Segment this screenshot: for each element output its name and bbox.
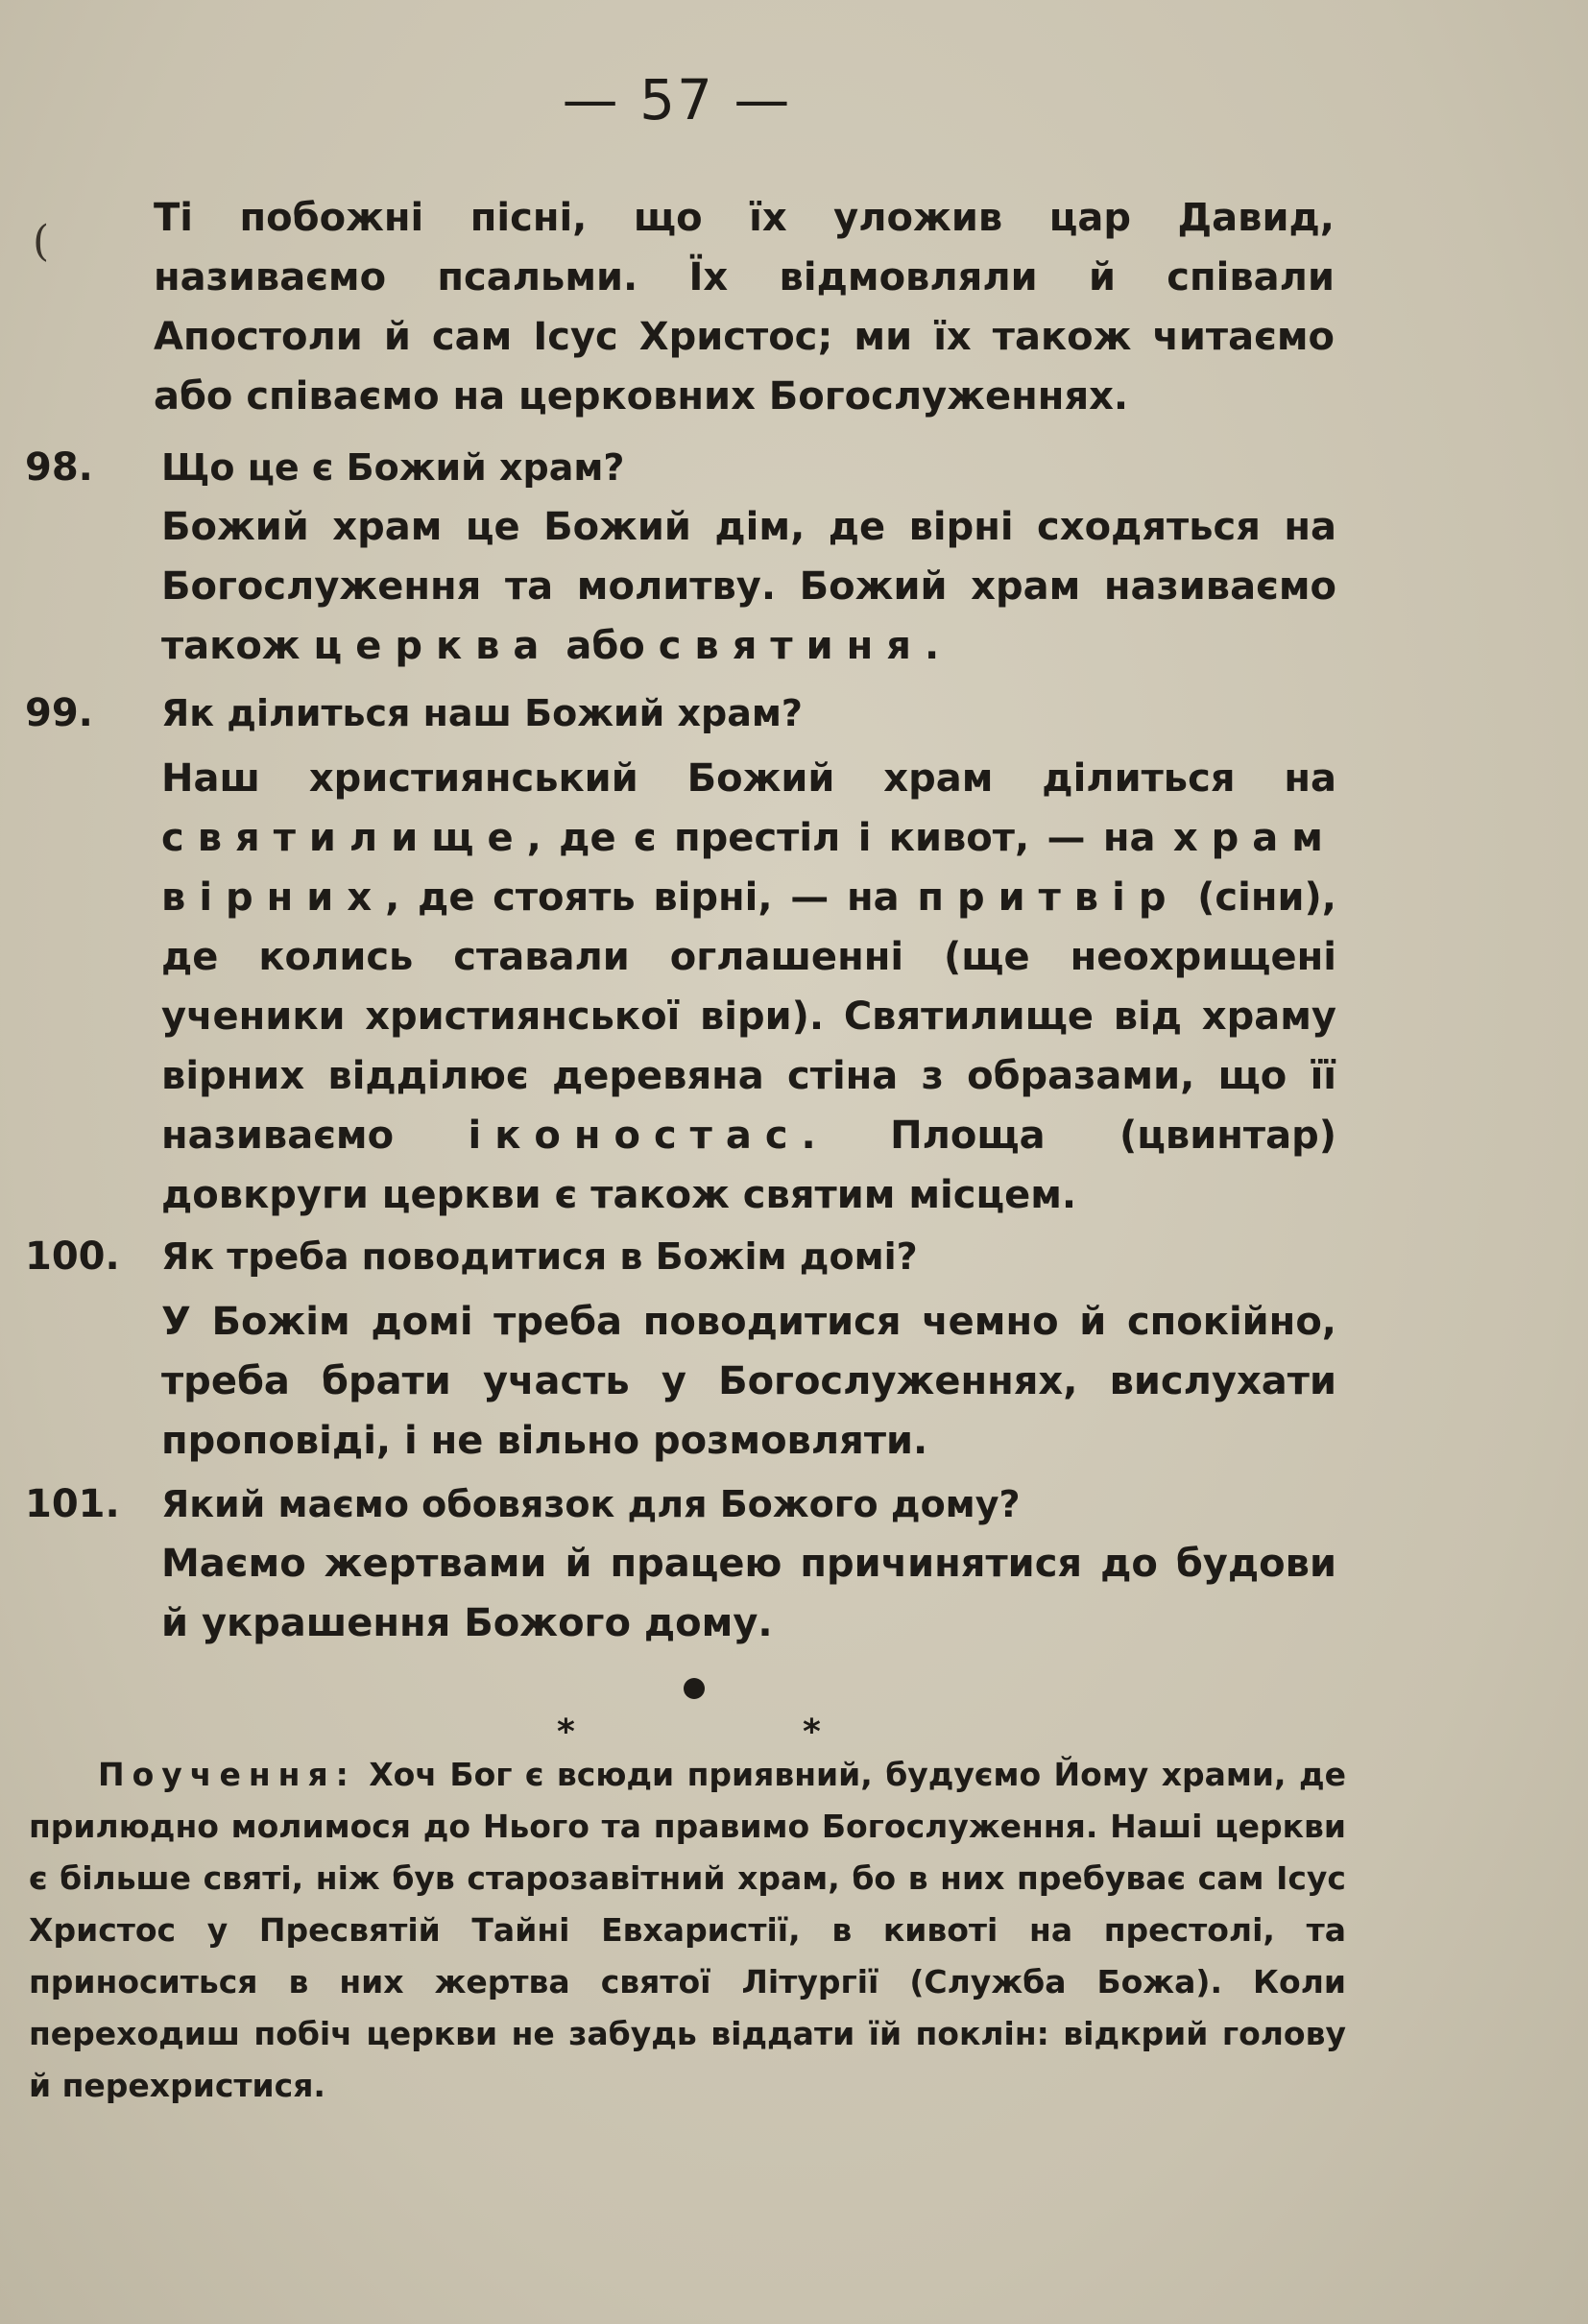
answer-part-spaced: церква	[313, 624, 553, 668]
divider-dot	[684, 1678, 705, 1699]
question-number: 99.	[25, 691, 93, 735]
answer-part: . Площа (цвинтар) довкруги церкви є також святим місцем.	[161, 1114, 1336, 1217]
intro-paragraph: Ті побожні пісні, що їх уложив цар Давид, називаємо псальми. Їх відмовляли й співали Апостоли й сам Ісус Христос; ми їх також читаємо або співаємо на церковних Богослуженнях.	[154, 196, 1335, 419]
answer-part: Маємо жертвами й працею причинятися до будови й украшення Божого дому.	[161, 1542, 1336, 1645]
answer-part-spaced: притвір	[917, 875, 1180, 920]
answer-part: У Божім домі треба поводитися чемно й спокійно, треба брати участь у Богослуженнях, вислухати проповіді, і не вільно розмовляти.	[161, 1300, 1336, 1463]
lesson-text: Хоч Бог є всюди приявний, будуємо Йому храми, де прилюдно молимося до Нього та правимо Богослуження. Наші церкви є більше святі, ніж був старозавітний храм, бо в них пребуває сам Ісус Христос у Пресвятій Тайні Евхаристії, в кивоті на престолі, та приноситься в них жертва святої Літургії (Служба Божа). Коли переходиш побіч церкви не забудь віддати їй поклін: відкрий голову й перехристися.	[29, 1756, 1346, 2104]
answer-part: , де є престіл і кивот, — на	[526, 816, 1173, 860]
answer-part-spaced: святилище	[161, 816, 527, 860]
question-text: Як треба поводитися в Божім домі?	[161, 1235, 918, 1278]
answer-text	[161, 749, 1336, 1225]
answer-part-spaced: святиня	[658, 624, 925, 668]
answer-part-spaced: іконостас	[468, 1114, 802, 1158]
question-number: 101.	[25, 1482, 120, 1526]
answer-part: , де стоять вірні, — на	[385, 875, 918, 920]
answer-part-spaced: храм вірних	[161, 816, 1336, 920]
question-text: Що це є Божий храм?	[161, 446, 625, 489]
question-number: 98.	[25, 445, 93, 490]
divider-star: *	[557, 1713, 575, 1752]
divider-star: *	[803, 1713, 821, 1752]
lesson-paragraph	[29, 1749, 1346, 2112]
question-number: 100.	[25, 1234, 120, 1279]
question-text: Який маємо обовязок для Божого дому?	[161, 1483, 1021, 1525]
answer-part: Божий храм це Божий дім, де вірні сходяться на Богослуження та молитву. Божий храм називаємо також	[161, 505, 1336, 668]
answer-text	[161, 1534, 1336, 1653]
answer-part: (сіни), де колись ставали оглашенні (ще неохрищені ученики християнської віри). Святилище від храму вірних відділює деревяна стіна з образами, що її називаємо	[161, 875, 1336, 1158]
lesson-label: Поучення:	[98, 1756, 356, 1793]
answer-part: .	[924, 624, 940, 668]
question-text: Як ділиться наш Божий храм?	[161, 692, 803, 734]
answer-part: або	[552, 624, 659, 668]
answer-text	[161, 1292, 1336, 1471]
answer-part: Наш християнський Божий храм ділиться на	[161, 756, 1336, 801]
margin-mark: (	[33, 217, 50, 266]
page-number: — 57 —	[562, 67, 792, 132]
answer-text	[161, 497, 1336, 676]
